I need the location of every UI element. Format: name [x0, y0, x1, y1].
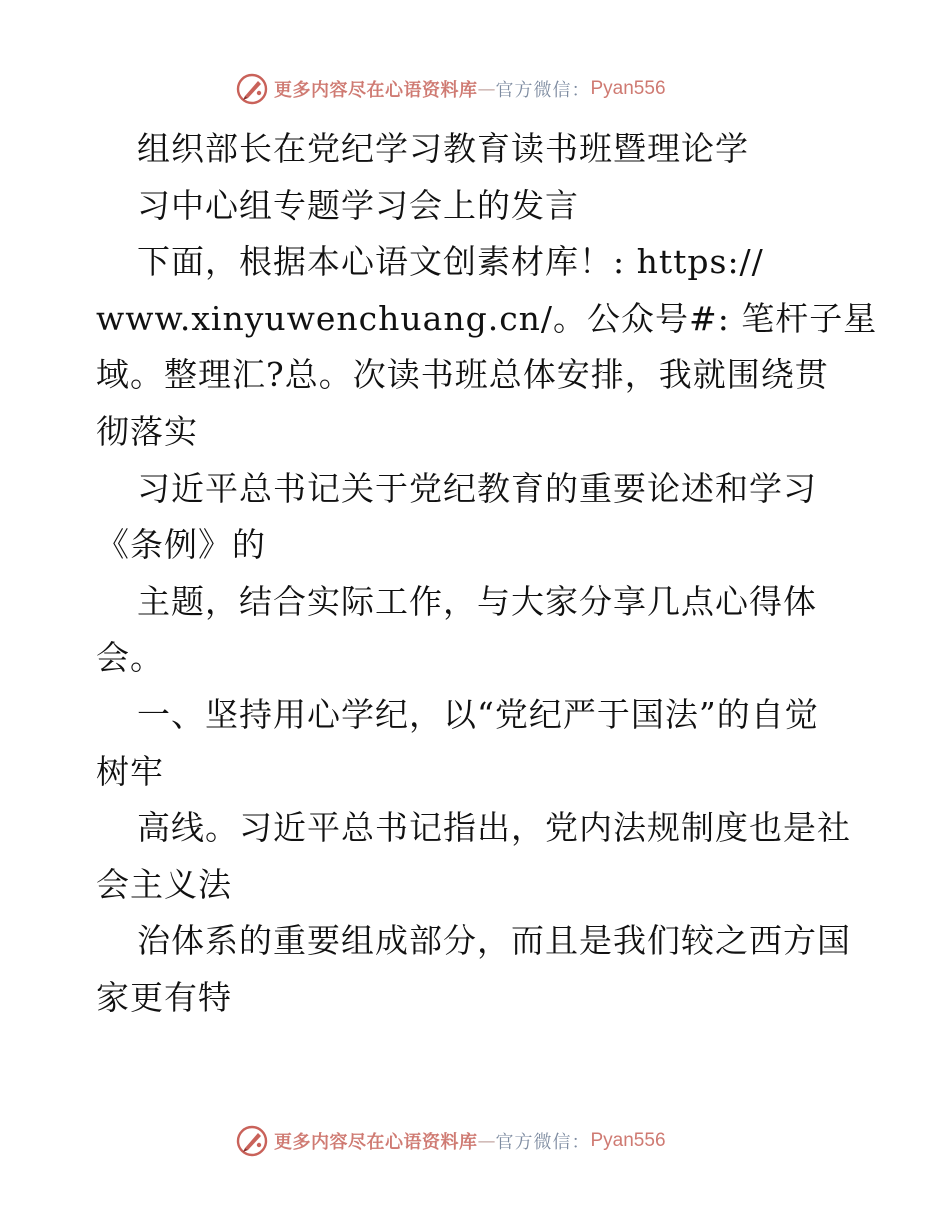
- document-line: www.xinyuwenchuang.cn/。公众号#: 笔杆子星: [96, 298, 878, 338]
- document-line: 组织部长在党纪学习教育读书班暨理论学: [137, 129, 749, 168]
- document-line: 治体系的重要组成部分，而且是我们较之西方国: [137, 921, 851, 961]
- watermark-separator: —: [477, 1130, 496, 1152]
- header-watermark: [236, 72, 666, 106]
- document-body: [96, 121, 878, 1027]
- document-line: 会。: [96, 638, 164, 678]
- watermark-account-id: Pyan556: [590, 1130, 666, 1151]
- watermark-separator: —: [477, 78, 496, 100]
- document-line: 习近平总书记关于党纪教育的重要论述和学习: [137, 468, 817, 508]
- watermark-official-label: 官方微信：: [495, 1132, 591, 1153]
- document-line: 会主义法: [96, 864, 232, 904]
- watermark-account-id: Pyan556: [590, 78, 666, 99]
- watermark-brand-text: 更多内容尽在心语资料库: [274, 80, 478, 101]
- footer-watermark: [236, 1124, 666, 1158]
- document-line: 彻落实: [96, 411, 198, 451]
- quill-pen-seal-icon: [236, 73, 268, 105]
- watermark-brand-text: 更多内容尽在心语资料库: [274, 1132, 478, 1153]
- document-line: 习中心组专题学习会上的发言: [137, 185, 579, 225]
- quill-pen-seal-icon: [236, 1125, 268, 1157]
- document-line: 高线。习近平总书记指出，党内法规制度也是社: [137, 808, 851, 848]
- document-line: 下面，根据本心语文创素材库！: https://: [137, 242, 764, 282]
- document-line: 一、坚持用心学纪，以“党纪严于国法”的自觉: [137, 694, 819, 734]
- document-line: 主题，结合实际工作，与大家分享几点心得体: [137, 581, 817, 621]
- document-line: 家更有特: [96, 977, 232, 1017]
- document-line: 《条例》的: [96, 525, 266, 565]
- watermark-official-label: 官方微信：: [495, 80, 591, 101]
- document-line: 域。整理汇?总。次读书班总体安排，我就围绕贯: [96, 355, 829, 395]
- document-line: 树牢: [96, 751, 164, 791]
